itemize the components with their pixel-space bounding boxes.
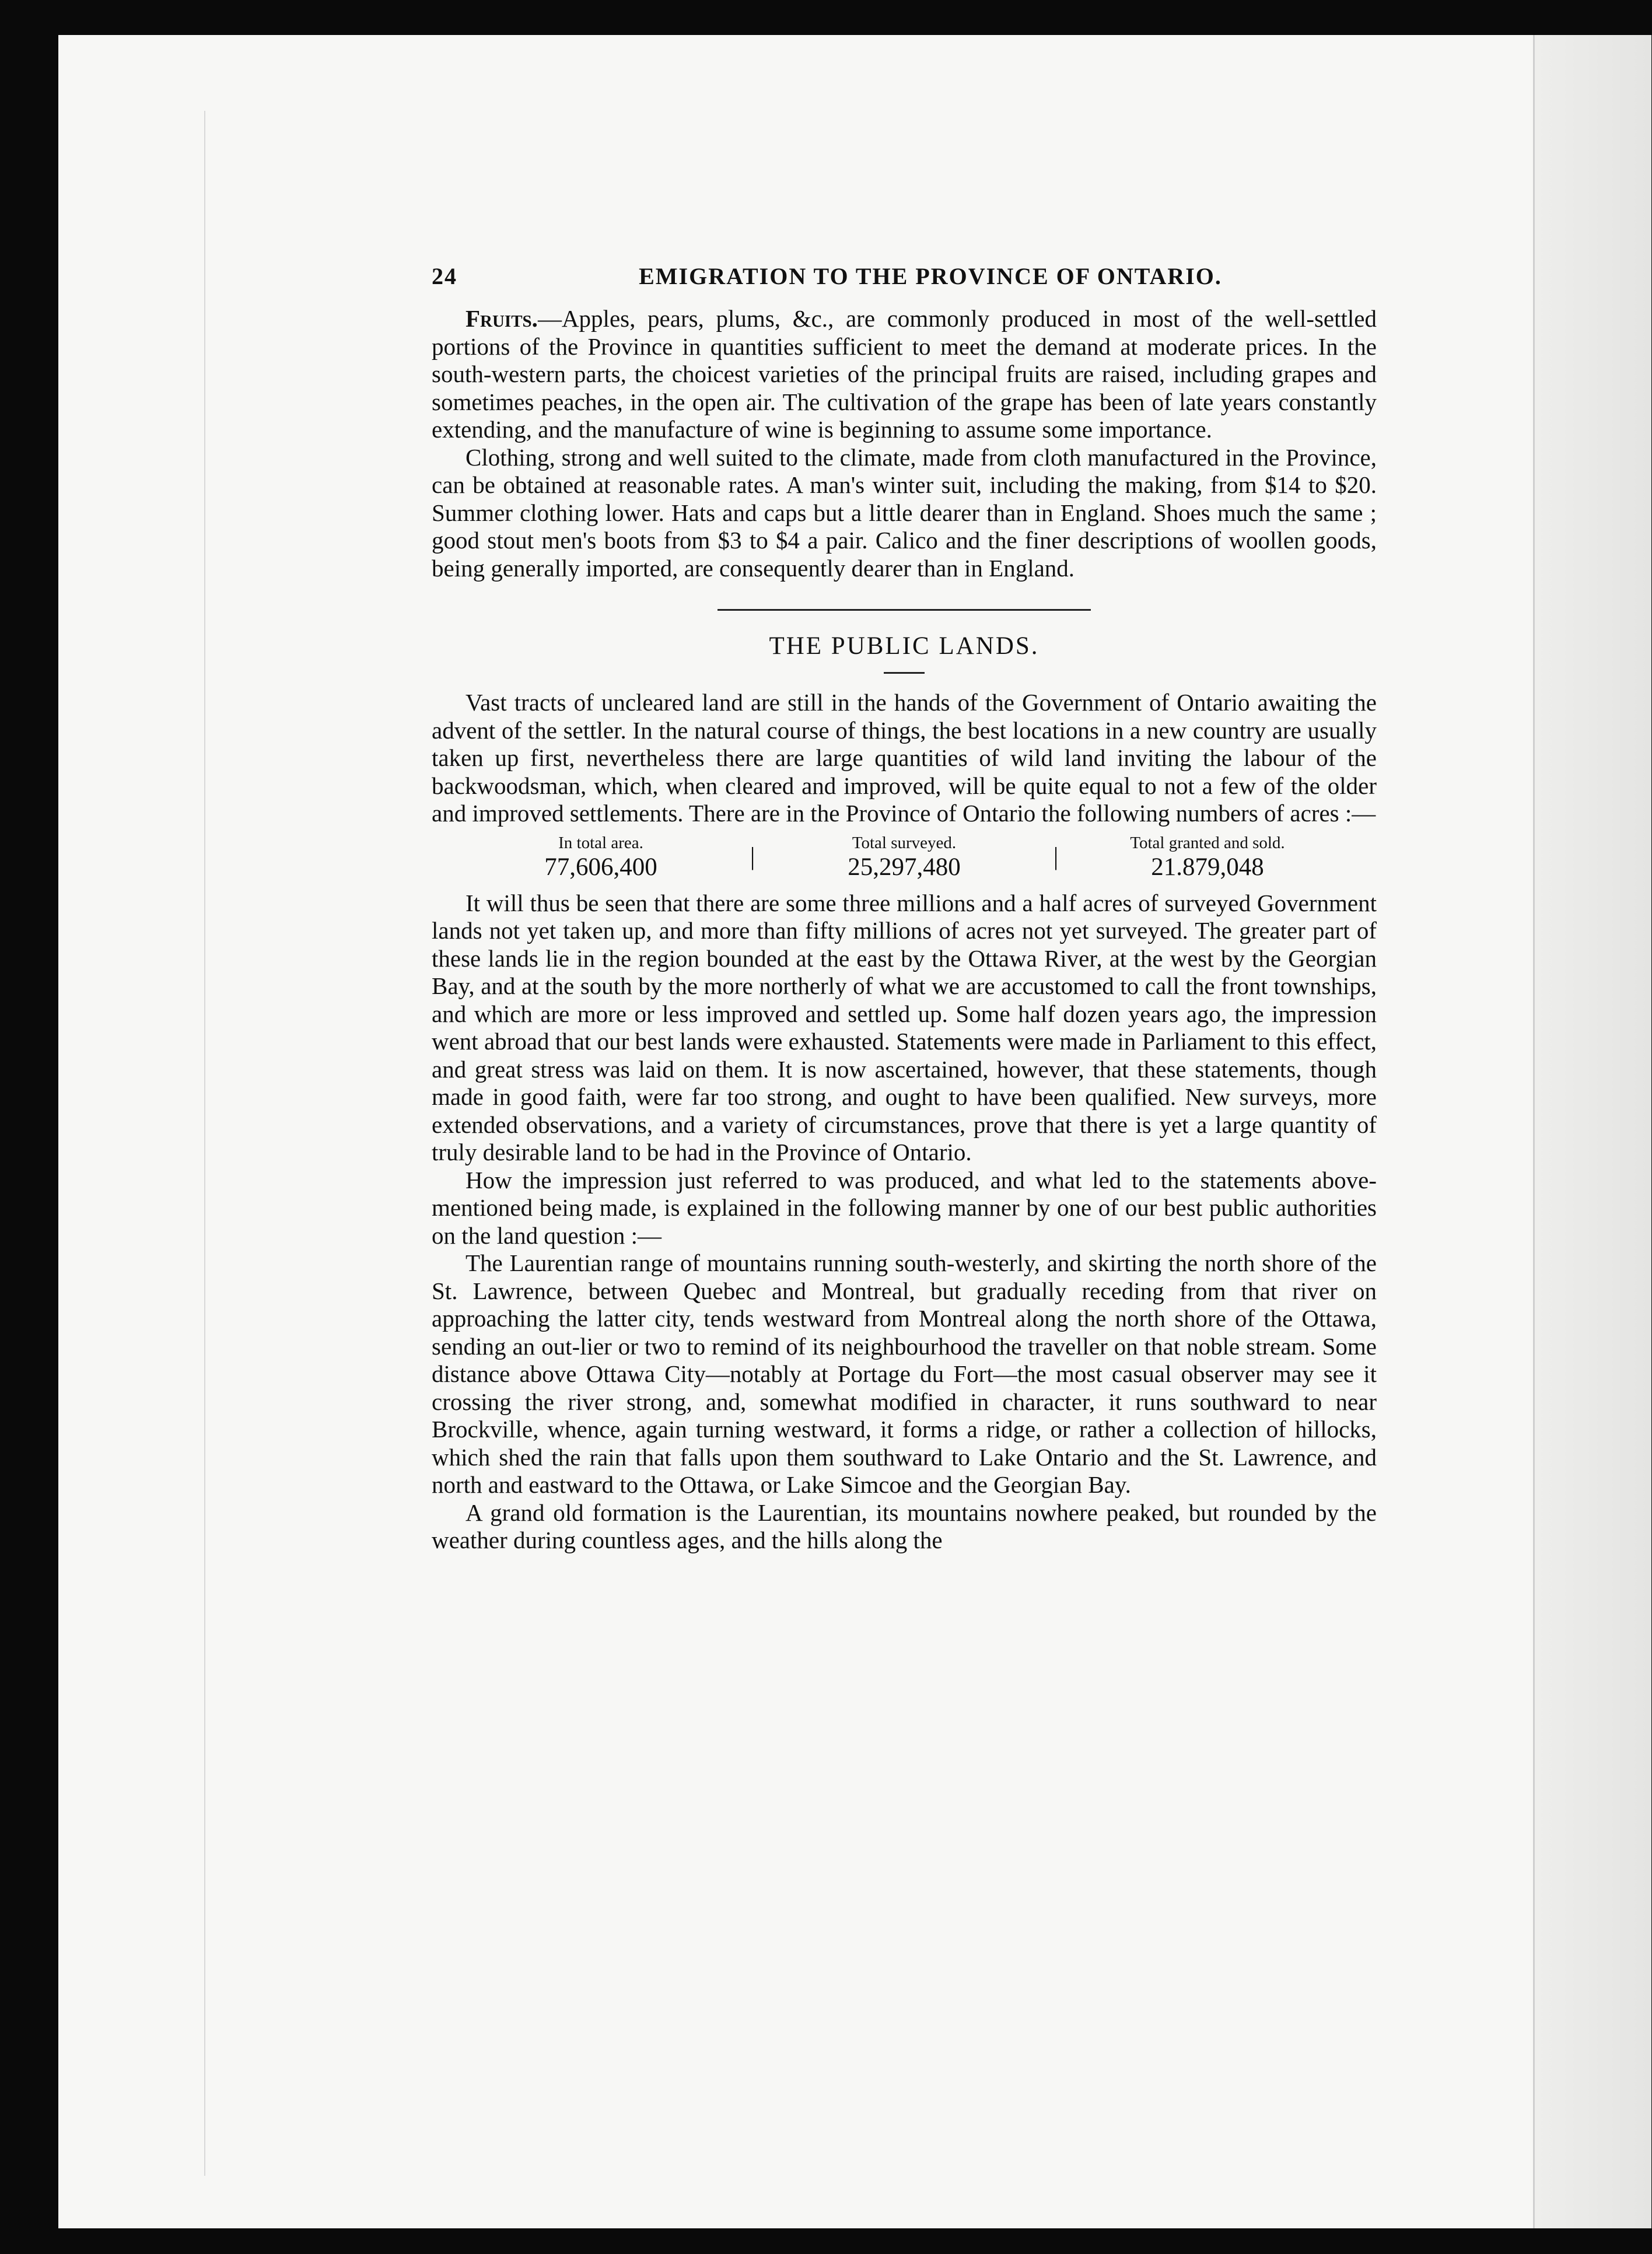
book-page [432, 262, 1377, 1555]
paragraph-fruits [432, 305, 1377, 444]
column-separator: | [1053, 842, 1059, 870]
paragraph-how-the-impression: How the impression just referred to was produced, and what led to the statements above-mentioned being made, is explained in the following manner by one of our best public authorities on the land question :— [432, 1166, 1377, 1249]
acres-column-label: In total area. [558, 833, 643, 852]
acres-column-value: 21.879,048 [1151, 853, 1264, 881]
paragraph-grand-old-formation: A grand old formation is the Laurentian, its mountains nowhere peaked, but rounded by the weather during countless ages, and the hills along the [432, 1499, 1377, 1553]
acres-column-label: Total granted and sold. [1130, 833, 1285, 852]
paragraph-it-will-thus: It will thus be seen that there are some three millions and a half acres of surveyed Government lands not yet taken up, and more than fifty millions of acres not yet surveyed. The greater part of these lands lie in the region bounded at the east by the Ottawa River, at the west by the Georgian Bay, and at the south by the more northerly of what we are accustomed to call the front townships, and which are more or less improved and settled up. Some half dozen years ago, the impression went abroad that our best lands were exhausted. Statements were made in Parliament to this effect, and great stress was laid on them. It is now ascertained, however, that these statements, though made in good faith, were far too strong, and ought to have been qualified. New surveys, more extended observations, and a variety of circumstances, prove that there is yet a large quantity of truly desirable land to be had in the Province of Ontario. [432, 889, 1377, 1166]
running-title: EMIGRATION TO THE PROVINCE OF ONTARIO. [639, 263, 1222, 289]
page-gutter-line [204, 111, 205, 2176]
running-head [432, 262, 1377, 290]
paragraph-clothing: Clothing, strong and well suited to the climate, made from cloth manufactured in the Province, can be obtained at reasonable rates. A man's winter suit, including the making, from $14 to $20. Summer clothing lower. Hats and caps but a little dearer than in England. Shoes much the same ; good stout men's boots from $3 to $4 a pair. Calico and the finer descriptions of woollen goods, being generally imported, are consequently dearer than in England. [432, 443, 1377, 582]
page-number: 24 [432, 263, 457, 289]
acres-column-total-area [455, 832, 747, 881]
paragraph-fruits-text: —Apples, pears, plums, &c., are commonly produced in most of the well-settled portions of the Province in quantities sufficient to meet the demand at moderate prices. In the south-western parts, the choicest varieties of the principal fruits are raised, including grapes and sometimes peaches, in the open air. The cultivation of the grape has been of late years constantly extending, and the manufacture of wine is beginning to assume some importance. [432, 305, 1377, 443]
acres-column-value: 25,297,480 [848, 853, 961, 881]
acres-column-label: Total surveyed. [852, 833, 957, 852]
title-underline [884, 672, 925, 674]
paragraph-laurentian-range: The Laurentian range of mountains running south-westerly, and skirting the north shore of the St. Lawrence, between Quebec and Montreal, but gradually receding from that river on approaching the latter city, tends westward from Montreal along the north shore of the Ottawa, sending an out-lier or two to remind of its neighbourhood the traveller on that noble stream. Some distance above Ottawa City—notably at Portage du Fort—the most casual observer may see it crossing the river strong, and, somewhat modified in character, it runs southward to near Brockville, whence, again turning westward, it forms a ridge, or rather a collection of hillocks, which shed the rain that falls upon them southward to Lake Ontario and the St. Lawrence, and north and eastward to the Ottawa, or Lake Simcoe and the Georgian Bay. [432, 1250, 1377, 1498]
paragraph-vast-tracts: Vast tracts of uncleared land are still in the hands of the Government of Ontario awaiting the advent of the settler. In the natural course of things, the best locations in a new country are usually taken up first, nevertheless there are large quantities of wild land inviting the labour of the backwoodsman, which, when cleared and improved, will be quite equal to not a few of the older and improved settlements. There are in the Province of Ontario the following numbers of acres :— [432, 689, 1377, 827]
acres-column-value: 77,606,400 [544, 853, 657, 881]
facing-page-edge [1533, 35, 1651, 2228]
paragraph-lead-word: Fruits. [466, 305, 538, 332]
column-separator: | [750, 842, 755, 870]
acres-column-surveyed [758, 832, 1050, 881]
section-title: THE PUBLIC LANDS. [769, 632, 1040, 660]
acres-table [455, 832, 1353, 881]
acres-column-granted [1062, 832, 1353, 881]
section-divider [718, 609, 1091, 611]
